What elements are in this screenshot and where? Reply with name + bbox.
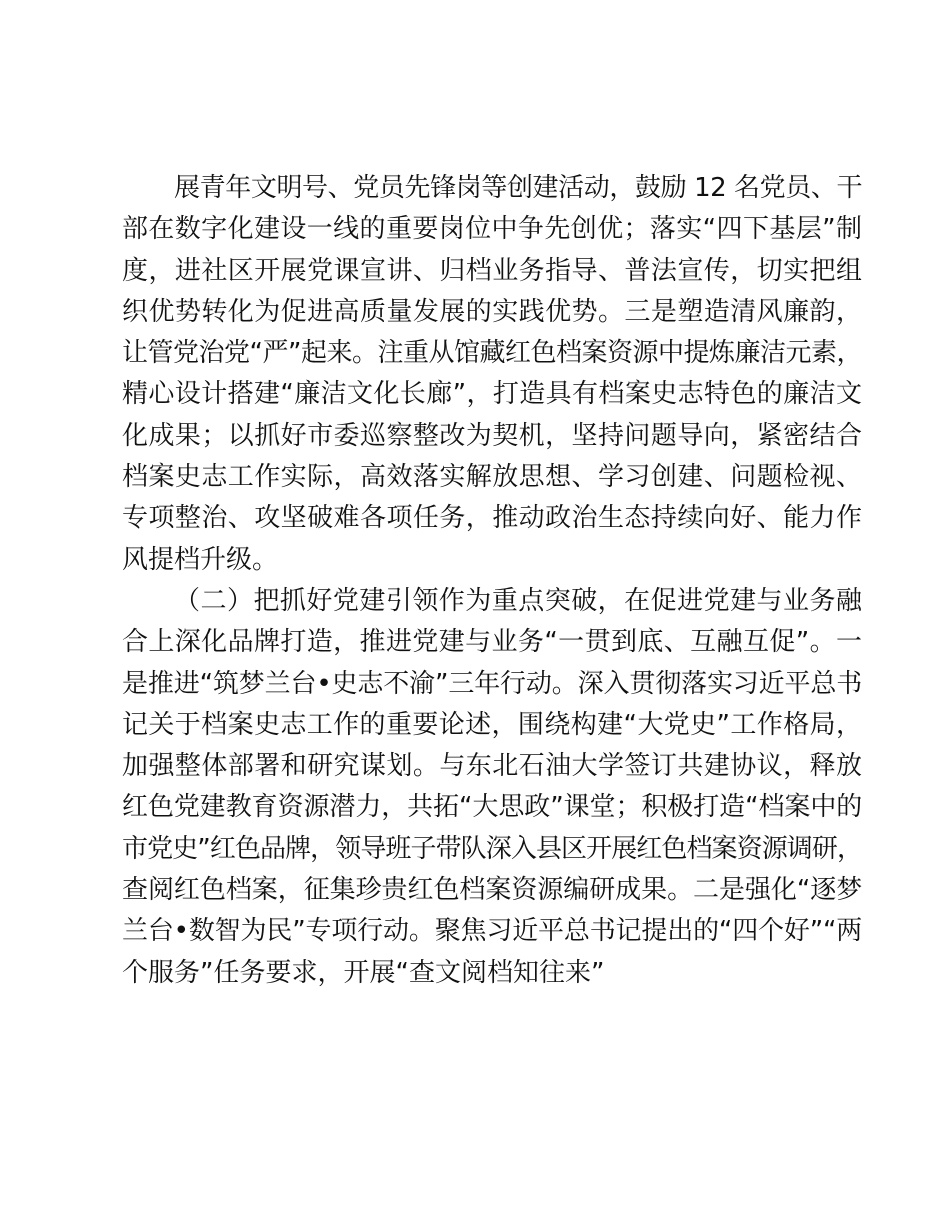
text-line: 让管党治党“严”起来。注重从馆藏红色档案资源中提炼廉洁元素， bbox=[122, 338, 862, 369]
text-line: 展青年文明号、党员先锋岗等创建活动，鼓励 12 名党员、干 bbox=[174, 173, 862, 203]
text-line: 化成果；以抓好市委巡察整改为契机，坚持问题导向，紧密结合 bbox=[122, 420, 862, 451]
text-line: 记关于档案史志工作的重要论述，围绕构建“大党史”工作格局， bbox=[122, 709, 862, 740]
text-line: 个服务”任务要求，开展“查文阅档知往来” bbox=[122, 957, 605, 988]
text-line: 度，进社区开展党课宣讲、归档业务指导、普法宣传，切实把组 bbox=[122, 255, 862, 286]
text-line: 风提档升级。 bbox=[122, 544, 279, 575]
text-line: 红色党建教育资源潜力，共拓“大思政”课堂；积极打造“档案中的 bbox=[122, 792, 862, 823]
text-line: 合上深化品牌打造，推进党建与业务“一贯到底、互融互促”。一 bbox=[122, 627, 862, 658]
text-line: 织优势转化为促进高质量发展的实践优势。三是塑造清风廉韵， bbox=[122, 296, 862, 327]
text-line: 市党史”红色品牌，领导班子带队深入县区开展红色档案资源调研， bbox=[122, 833, 862, 864]
text-line: 兰台•数智为民”专项行动。聚焦习近平总书记提出的“四个好”“两 bbox=[122, 916, 862, 947]
text-line: 查阅红色档案，征集珍贵红色档案资源编研成果。二是强化“逐梦 bbox=[122, 875, 862, 906]
text-line: 专项整治、攻坚破难各项任务，推动政治生态持续向好、能力作 bbox=[122, 503, 862, 534]
text-line: （二）把抓好党建引领作为重点突破，在促进党建与业务融 bbox=[174, 585, 862, 616]
text-line: 加强整体部署和研究谋划。与东北石油大学签订共建协议，释放 bbox=[122, 751, 862, 782]
body-text bbox=[122, 168, 862, 994]
text-line: 部在数字化建设一线的重要岗位中争先创优；落实“四下基层”制 bbox=[122, 214, 862, 245]
text-line: 精心设计搭建“廉洁文化长廊”，打造具有档案史志特色的廉洁文 bbox=[122, 379, 862, 410]
text-line: 档案史志工作实际，高效落实解放思想、学习创建、问题检视、 bbox=[122, 462, 862, 493]
text-line: 是推进“筑梦兰台•史志不渝”三年行动。深入贯彻落实习近平总书 bbox=[122, 668, 862, 699]
